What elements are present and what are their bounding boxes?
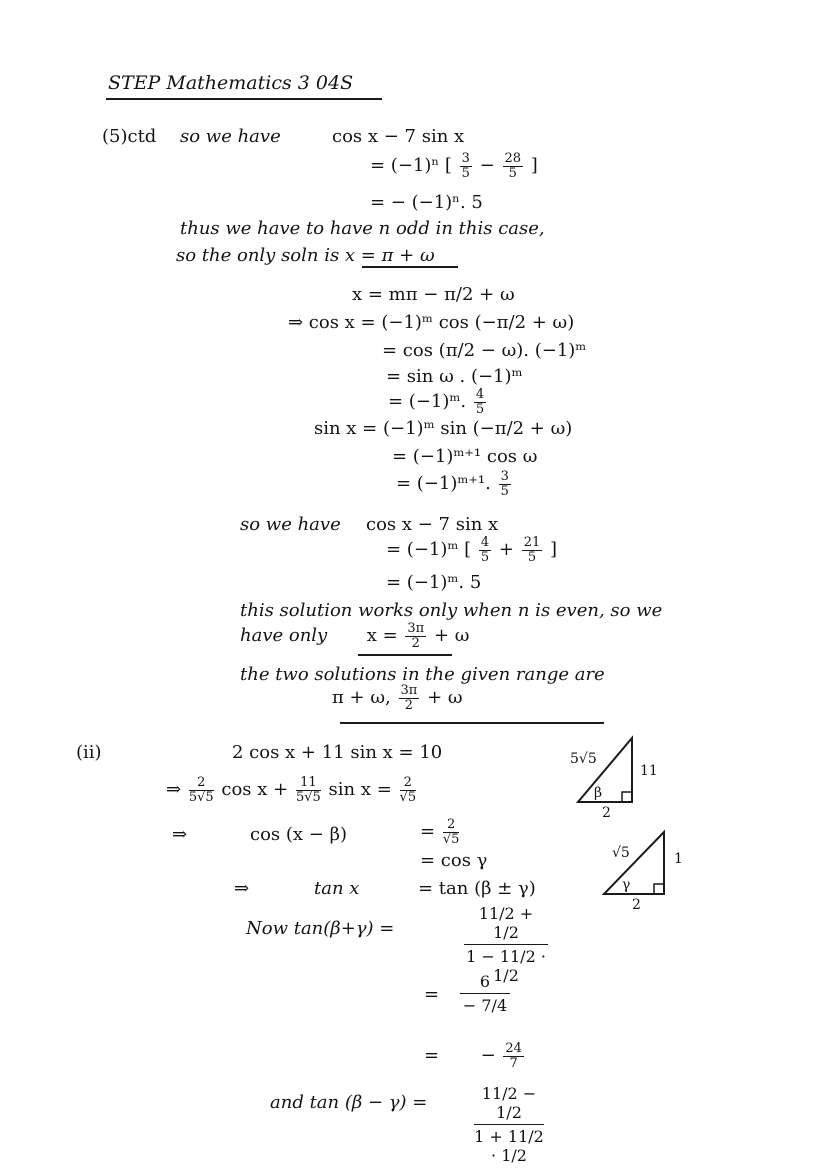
part5-line2-prefix: = (−1)ⁿ [	[370, 155, 452, 177]
fraction: $\frac{28}{5}$	[504, 151, 522, 181]
part5-m3: = cos (π/2 − ω). (−1)ᵐ	[382, 340, 587, 361]
part5-text5: the two solutions in the given range are	[240, 664, 605, 685]
triangle-beta	[578, 738, 632, 802]
fraction: $\frac{2}{√5}$	[442, 817, 460, 847]
implies-arrow: ⇒	[166, 779, 182, 801]
part2-l3-left: cos (x − β)	[250, 824, 348, 845]
fraction: $\frac{2}{5√5}$	[188, 775, 214, 805]
part5-m11: = (−1)ᵐ. 5	[386, 572, 482, 593]
part5-expression: cos x − 7 sin x	[332, 126, 465, 147]
fraction: $\frac{3}{5}$	[500, 469, 509, 499]
part5-text1: thus we have to have n odd in this case,	[180, 218, 545, 239]
part5-m9-intro: so we have	[240, 514, 341, 535]
fraction-numerator: 11/2 − 1/2	[474, 1084, 544, 1125]
tri1-opposite-label: 11	[640, 763, 658, 779]
part2-l9-left: and tan (β − γ) =	[270, 1092, 428, 1113]
part5-text4-equation: x =	[366, 625, 398, 647]
part5-m4: = sin ω . (−1)ᵐ	[386, 366, 523, 387]
part5-text6-prefix: π + ω,	[332, 687, 391, 709]
part5-line2-suffix: ]	[530, 155, 538, 177]
fraction: $\frac{3\pi}{2}$	[407, 621, 425, 651]
part5-label: (5)ctd	[102, 126, 157, 147]
fraction: $\frac{3\pi}{2}$	[400, 683, 418, 713]
part2-l2-cos-term: cos x +	[221, 779, 289, 801]
fraction: $\frac{24}{7}$	[505, 1041, 522, 1071]
tri1-hypotenuse-label: 5√5	[570, 751, 597, 767]
fraction-denominator: − 7/4	[462, 996, 508, 1015]
triangle-gamma	[604, 832, 664, 894]
part2-l3-arrow: ⇒	[172, 824, 188, 845]
part2-l7-eq: =	[424, 984, 440, 1005]
part5-text2: so the only soln is x = π + ω	[176, 245, 435, 266]
part2-l5-left: tan x	[314, 878, 360, 899]
part5-m2: ⇒ cos x = (−1)ᵐ cos (−π/2 + ω)	[288, 312, 575, 333]
equals-sign: =	[420, 821, 436, 843]
tri2-opposite-label: 1	[674, 851, 683, 867]
tri1-adjacent-label: 2	[602, 805, 611, 821]
tri2-angle-label: γ	[622, 877, 631, 893]
minus-sign: −	[479, 155, 495, 177]
part5-m7: = (−1)ᵐ⁺¹ cos ω	[392, 446, 538, 467]
fraction-numerator: 11/2 + 1/2	[464, 904, 548, 945]
part5-m1: x = mπ − π/2 + ω	[352, 284, 515, 305]
tri2-hypotenuse-label: √5	[612, 845, 630, 861]
equals-sign: =	[424, 1045, 440, 1067]
fraction: $\frac{11}{5√5}$	[295, 775, 321, 805]
part2-label: (ii)	[76, 742, 102, 763]
minus-sign: −	[480, 1045, 496, 1067]
part5-m10-prefix: = (−1)ᵐ [	[386, 539, 472, 561]
part5-m5-prefix: = (−1)ᵐ.	[388, 391, 467, 413]
part2-l4: = cos γ	[420, 850, 488, 871]
part2-l5-arrow: ⇒	[234, 878, 250, 899]
part5-m9-expression: cos x − 7 sin x	[366, 514, 499, 535]
page-title: STEP Mathematics 3 04S	[108, 72, 354, 94]
part2-l2-sin-term: sin x =	[328, 779, 392, 801]
part5-text3: this solution works only when n is even, so we	[240, 600, 663, 621]
plus-sign: +	[498, 539, 515, 561]
part5-intro: so we have	[180, 126, 281, 147]
part2-l5-right: = tan (β ± γ)	[418, 878, 536, 899]
fraction: $\frac{4}{5}$	[475, 387, 485, 417]
fraction-denominator: 1 + 11/2 · 1/2	[474, 1127, 544, 1165]
fraction: $\frac{21}{5}$	[523, 535, 541, 565]
part5-text4-suffix: + ω	[433, 625, 470, 647]
tri1-angle-label: β	[594, 785, 603, 801]
fraction: $\frac{2}{√5}$	[399, 775, 417, 805]
part5-m8-prefix: = (−1)ᵐ⁺¹.	[396, 473, 491, 495]
fraction-numerator: 6	[460, 972, 510, 994]
tri2-adjacent-label: 2	[632, 897, 641, 913]
part5-m10-suffix: ]	[550, 539, 558, 561]
part5-line3: = − (−1)ⁿ. 5	[370, 192, 483, 213]
part2-l1: 2 cos x + 11 sin x = 10	[232, 742, 443, 763]
part5-m6: sin x = (−1)ᵐ sin (−π/2 + ω)	[314, 418, 573, 439]
part2-l6-left: Now tan(β+γ) =	[246, 918, 395, 939]
part5-text6-suffix: + ω	[427, 687, 463, 709]
part5-text4-prefix: have only	[240, 625, 328, 647]
fraction: $\frac{4}{5}$	[480, 535, 490, 565]
fraction: $\frac{3}{5}$	[461, 151, 470, 181]
fraction-denominator: 1 − 11/2 · 1/2	[466, 947, 546, 985]
